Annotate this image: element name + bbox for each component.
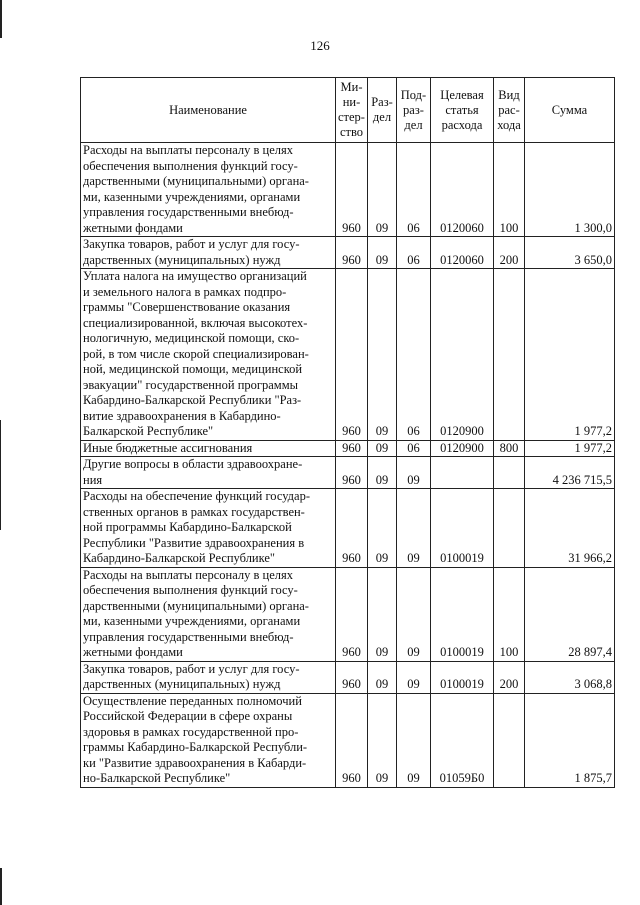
table-row (81, 269, 615, 441)
cell-subsection: 06 (397, 143, 431, 237)
cell-expense-type: 100 (494, 567, 525, 661)
cell-ministry: 960 (336, 567, 368, 661)
cell-amount: 28 897,4 (525, 567, 615, 661)
cell-subsection: 06 (397, 269, 431, 441)
header-expense-type: Вид рас- хода (494, 78, 525, 143)
cell-ministry: 960 (336, 269, 368, 441)
cell-expense-type: 200 (494, 237, 525, 269)
cell-expense-type: 800 (494, 440, 525, 457)
table-row (81, 693, 615, 787)
cell-section: 09 (368, 661, 397, 693)
cell-subsection: 09 (397, 661, 431, 693)
cell-expense-type (494, 457, 525, 489)
cell-target: 0100019 (431, 489, 494, 568)
cell-amount: 3 650,0 (525, 237, 615, 269)
cell-amount: 1 300,0 (525, 143, 615, 237)
cell-expense-type (494, 693, 525, 787)
cell-subsection: 09 (397, 693, 431, 787)
scan-edge-mark (0, 0, 2, 38)
cell-name: Расходы на обеспечение функций государ- ственных органов в рамках государствен- ной программы Кабардино-Балкарской Республики "Развитие здравоохранения в Кабардино-Балкарской Республике" (81, 489, 336, 568)
cell-target: 0120060 (431, 143, 494, 237)
cell-name: Уплата налога на имущество организаций и земельного налога в рамках подпро- граммы "Совершенствование оказания специализированной, включая высокотех- нологичную, медицинской помощи, ско- рой, в том числе скорой специализирован- ной, медицинской помощи, медицинской эвакуации" государственной программы Кабардино-Балкарской Республики "Раз- витие здравоохранения в Кабардино- Балкарской Республике" (81, 269, 336, 441)
table-row (81, 440, 615, 457)
cell-amount: 1 977,2 (525, 440, 615, 457)
cell-ministry: 960 (336, 237, 368, 269)
cell-ministry: 960 (336, 440, 368, 457)
table-row (81, 489, 615, 568)
cell-section: 09 (368, 237, 397, 269)
cell-ministry: 960 (336, 457, 368, 489)
cell-amount: 1 977,2 (525, 269, 615, 441)
table-row (81, 237, 615, 269)
cell-subsection: 09 (397, 489, 431, 568)
cell-section: 09 (368, 143, 397, 237)
table-row (81, 567, 615, 661)
header-amount: Сумма (525, 78, 615, 143)
cell-subsection: 09 (397, 457, 431, 489)
table-row (81, 661, 615, 693)
header-section: Раз- дел (368, 78, 397, 143)
table-header-row (81, 78, 615, 143)
cell-name: Закупка товаров, работ и услуг для госу- дарственных (муниципальных) нужд (81, 661, 336, 693)
header-ministry: Ми- ни- стер- ство (336, 78, 368, 143)
cell-subsection: 06 (397, 440, 431, 457)
cell-target: 0120060 (431, 237, 494, 269)
cell-expense-type: 100 (494, 143, 525, 237)
page-number: 126 (310, 38, 330, 53)
header-name: Наименование (81, 78, 336, 143)
cell-amount: 1 875,7 (525, 693, 615, 787)
cell-name: Другие вопросы в области здравоохране- ния (81, 457, 336, 489)
cell-ministry: 960 (336, 693, 368, 787)
cell-target: 0120900 (431, 440, 494, 457)
cell-section: 09 (368, 457, 397, 489)
cell-section: 09 (368, 489, 397, 568)
cell-amount: 4 236 715,5 (525, 457, 615, 489)
cell-section: 09 (368, 440, 397, 457)
cell-target: 0100019 (431, 567, 494, 661)
cell-name: Иные бюджетные ассигнования (81, 440, 336, 457)
cell-target: 0120900 (431, 269, 494, 441)
cell-name: Расходы на выплаты персоналу в целях обеспечения выполнения функций госу- дарственными (муниципальными) органа- ми, казенными учреждениями, органами управления государственными внебюд- жетными фондами (81, 567, 336, 661)
cell-amount: 31 966,2 (525, 489, 615, 568)
cell-ministry: 960 (336, 143, 368, 237)
table-row (81, 143, 615, 237)
scan-edge-mark (0, 868, 2, 905)
cell-target: 0100019 (431, 661, 494, 693)
cell-name: Расходы на выплаты персоналу в целях обеспечения выполнения функций госу- дарственными (муниципальными) органа- ми, казенными учреждениями, органами управления государственными внебюд- жетными фондами (81, 143, 336, 237)
header-subsection: Под- раз- дел (397, 78, 431, 143)
cell-amount: 3 068,8 (525, 661, 615, 693)
cell-subsection: 09 (397, 567, 431, 661)
cell-target (431, 457, 494, 489)
cell-name: Осуществление переданных полномочий Российской Федерации в сфере охраны здоровья в рамках государственной про- граммы Кабардино-Балкарской Республи- ки "Развитие здравоохранения в Кабарди- но-Балкарской Республике" (81, 693, 336, 787)
cell-section: 09 (368, 269, 397, 441)
budget-table (80, 77, 615, 788)
cell-expense-type (494, 489, 525, 568)
cell-expense-type: 200 (494, 661, 525, 693)
table-row (81, 457, 615, 489)
cell-subsection: 06 (397, 237, 431, 269)
cell-section: 09 (368, 567, 397, 661)
cell-expense-type (494, 269, 525, 441)
cell-name: Закупка товаров, работ и услуг для госу- дарственных (муниципальных) нужд (81, 237, 336, 269)
cell-ministry: 960 (336, 489, 368, 568)
cell-section: 09 (368, 693, 397, 787)
cell-ministry: 960 (336, 661, 368, 693)
cell-target: 01059Б0 (431, 693, 494, 787)
scan-edge-mark (0, 420, 1, 530)
header-target: Целевая статья расхода (431, 78, 494, 143)
